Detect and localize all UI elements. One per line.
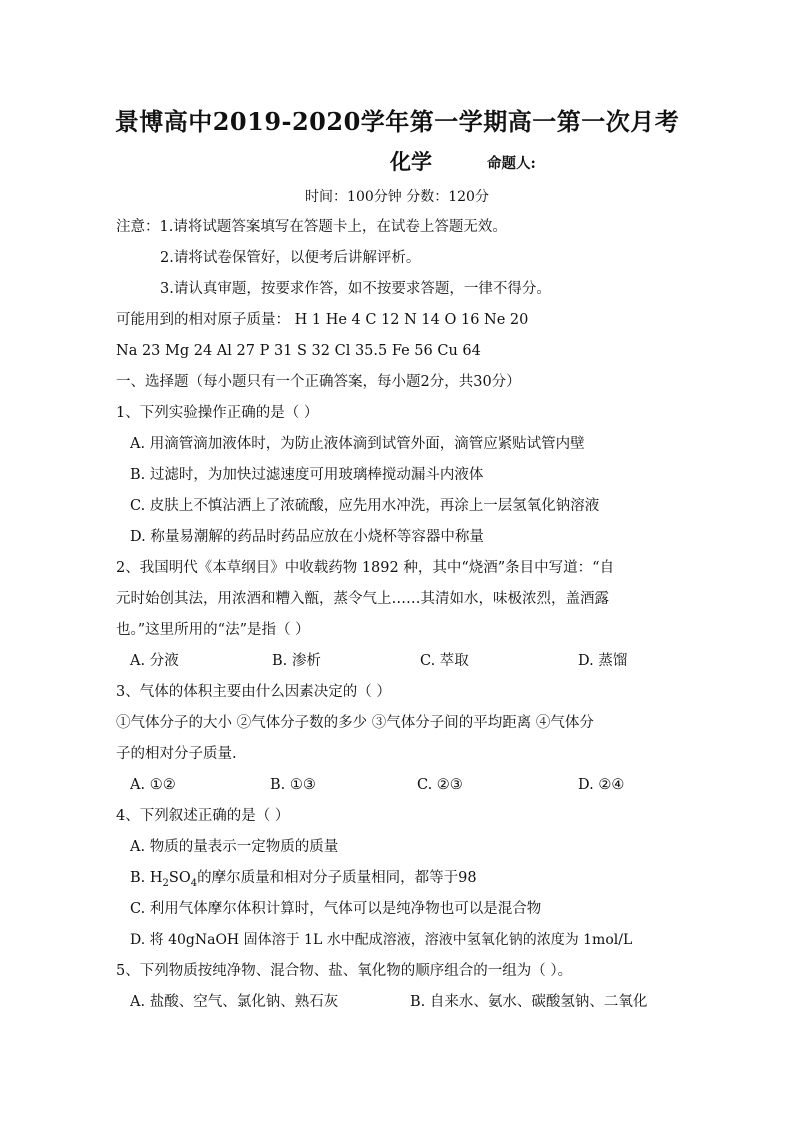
question-1-option-a: A. 用滴管滴加液体时，为防止液体滴到试管外面，滴管应紧贴试管内壁: [130, 436, 585, 452]
question-2-option-c: C. 萃取: [420, 653, 469, 669]
question-3-option-c: C. ②③: [417, 777, 463, 793]
question-1-option-d: D. 称量易潮解的药品时药品应放在小烧杯等容器中称量: [130, 529, 484, 545]
question-3-option-d: D. ②④: [578, 777, 625, 793]
question-3-line-2: 子的相对分子质量.: [116, 746, 237, 762]
question-5-option-a: A. 盐酸、空气、氯化钠、熟石灰: [130, 994, 339, 1010]
question-5-stem: 5、下列物质按纯净物、混合物、盐、氧化物的顺序组合的一组为（ ）。: [116, 963, 573, 979]
question-3-option-b: B. ①③: [270, 777, 316, 793]
atomic-masses-line-1: 可能用到的相对原子质量： H 1 He 4 C 12 N 14 O 16 Ne 20: [116, 312, 529, 328]
question-3-stem: 3、气体的体积主要由什么因素决定的（ ）: [116, 684, 391, 700]
question-3-line-1: ①气体分子的大小 ②气体分子数的多少 ③气体分子间的平均距离 ④气体分: [116, 715, 594, 731]
question-4-stem: 4、下列叙述正确的是（ ）: [116, 808, 290, 824]
so-text: SO: [168, 870, 191, 886]
question-2-option-b: B. 渗析: [272, 653, 321, 669]
question-2-option-d: D. 蒸馏: [578, 653, 628, 669]
exam-title: 景博高中2019-2020学年第一学期高一第一次月考: [114, 107, 680, 136]
option-b-prefix: B. H: [130, 870, 163, 886]
question-2-line-1: 2、我国明代《本草纲目》中收载药物 1892 种，其中“烧酒”条目中写道：“自: [116, 560, 615, 576]
question-5-option-b: B. 自来水、氨水、碳酸氢钠、二氧化: [410, 994, 648, 1010]
note-2: 2.请将试卷保管好，以便考后讲解评析。: [160, 250, 421, 266]
question-4-option-c: C. 利用气体摩尔体积计算时，气体可以是纯净物也可以是混合物: [130, 901, 542, 917]
question-4-option-b: [130, 868, 477, 888]
h-subscript: 2: [162, 877, 169, 889]
o-subscript: 4: [190, 877, 198, 889]
question-2-option-a: A. 分液: [130, 653, 179, 669]
question-3-option-a: A. ①②: [130, 777, 176, 793]
atomic-masses-line-2: Na 23 Mg 24 Al 27 P 31 S 32 Cl 35.5 Fe 56 Cu 64: [116, 343, 481, 359]
time-score-line: 时间：100分钟 分数：120分: [305, 189, 489, 205]
question-1-option-b: B. 过滤时，为加快过滤速度可用玻璃棒搅动漏斗内液体: [130, 467, 484, 483]
note-3: 3.请认真审题，按要求作答，如不按要求答题，一律不得分。: [160, 281, 551, 297]
subject-label: 化学: [390, 149, 432, 174]
section-heading: 一、选择题（每小题只有一个正确答案，每小题2分，共30分）: [116, 374, 521, 390]
question-1-option-c: C. 皮肤上不慎沾洒上了浓硫酸，应先用水冲洗，再涂上一层氢氧化钠溶液: [130, 498, 600, 514]
question-4-option-a: A. 物质的量表示一定物质的质量: [130, 839, 339, 855]
question-2-line-3: 也。”这里所用的“法”是指（ ）: [116, 622, 310, 638]
option-b-rest: 的摩尔质量和相对分子质量相同，都等于98: [197, 870, 477, 886]
question-4-option-d: D. 将 40gNaOH 固体溶于 1L 水中配成溶液，溶液中氢氧化钠的浓度为 1mol/L: [130, 932, 633, 948]
question-2-line-2: 元时始创其法，用浓酒和糟入甑，蒸令气上……其清如水，味极浓烈，盖酒露: [116, 591, 609, 607]
question-setter-label: 命题人:: [487, 155, 536, 172]
note-1: 注意：1.请将试题答案填写在答题卡上，在试卷上答题无效。: [116, 219, 507, 235]
question-1-stem: 1、下列实验操作正确的是（ ）: [116, 405, 319, 421]
